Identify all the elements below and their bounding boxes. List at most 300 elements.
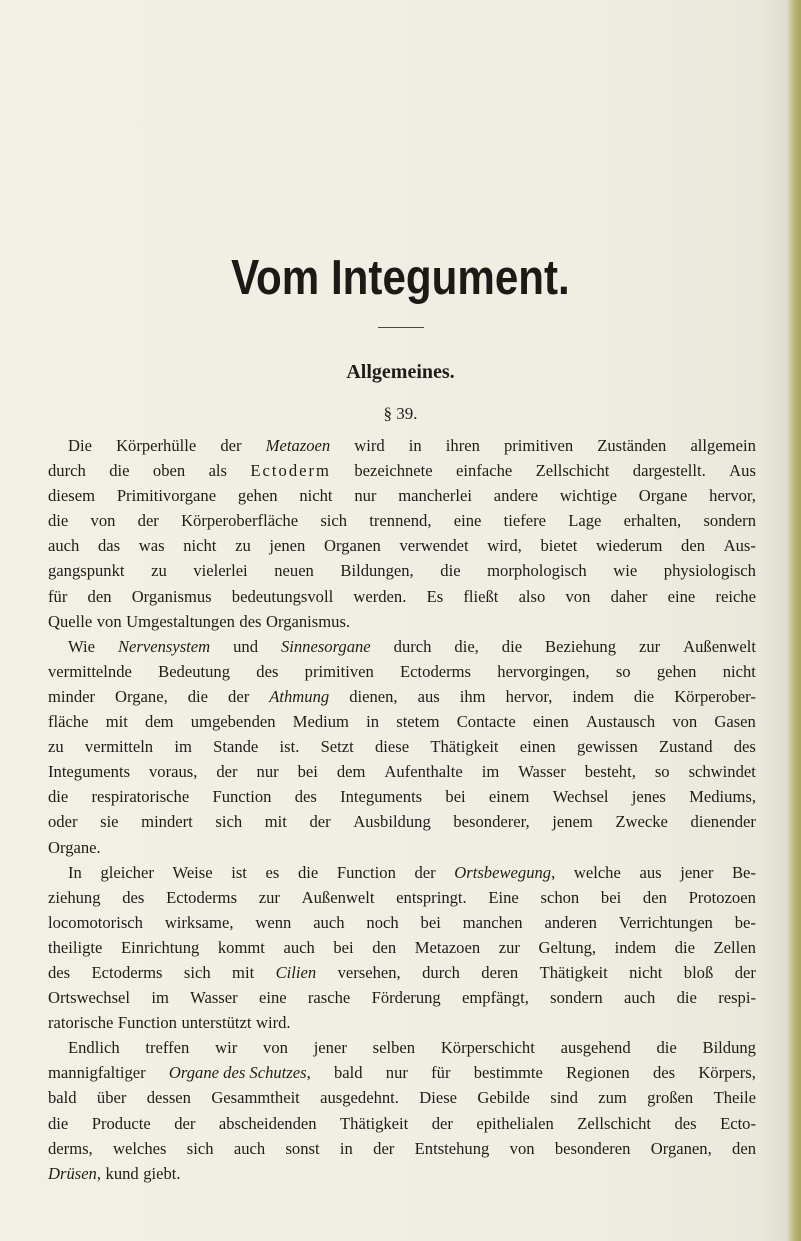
word: zu [151, 561, 167, 581]
word: reiche [715, 586, 756, 606]
word: hervorgingen, [497, 661, 590, 681]
word: vermittelnde [48, 661, 132, 681]
word: auch [283, 937, 315, 957]
word: für [431, 1063, 451, 1083]
word: ratorische [48, 1013, 114, 1033]
word: locomotorisch [48, 912, 143, 932]
word: voraus, [149, 762, 198, 782]
text-line [48, 508, 756, 533]
word: die [48, 511, 69, 531]
word: bietet [540, 536, 578, 556]
word: Organe, [115, 686, 168, 706]
word: sich [215, 812, 243, 832]
word: schwindet [688, 762, 756, 782]
text-line [48, 659, 756, 684]
word: fläche [48, 712, 89, 732]
word: umgebenden [190, 712, 276, 732]
word: nicht [722, 661, 756, 681]
section-number: § 39. [383, 404, 418, 423]
word: auch [624, 988, 656, 1008]
word: Zustand [659, 737, 713, 757]
word: Organe des Schutzes, [168, 1063, 311, 1083]
word: bestimmte [473, 1063, 543, 1083]
word: wird [354, 436, 385, 455]
word: dessen [146, 1088, 191, 1108]
word: als [208, 461, 227, 481]
word: dienen, [349, 686, 398, 706]
text-line [48, 885, 756, 910]
word: Regionen [566, 1063, 630, 1083]
word: der [220, 436, 242, 455]
word: einem [488, 787, 530, 807]
word: die [440, 561, 461, 581]
word: die [501, 636, 523, 656]
word: Bedeutung [158, 661, 231, 681]
word: von [90, 511, 116, 531]
word: mindert [141, 812, 193, 832]
word: indem [614, 937, 657, 957]
word: der [373, 1138, 395, 1158]
word: dargestellt. [632, 461, 706, 481]
page-title: Vom Integument. [231, 251, 570, 305]
word: Sinnesorgane [280, 636, 371, 656]
word: ihren [445, 436, 480, 455]
word: des [122, 887, 145, 907]
word: gleicher [100, 862, 154, 882]
word: selben [372, 1038, 416, 1058]
text-line [48, 784, 756, 809]
word: in [366, 712, 380, 732]
word: Aus- [723, 536, 756, 556]
word: bei [420, 912, 441, 932]
text-line [48, 809, 756, 834]
word: Cilien [275, 962, 317, 982]
word: Diese [419, 1088, 458, 1108]
word: physiologisch [663, 561, 756, 581]
word: sondern [703, 511, 756, 531]
word: empfängt, [462, 988, 529, 1008]
word: Aus [729, 461, 756, 481]
word: be- [734, 912, 756, 932]
word: besonderer, [453, 812, 530, 832]
word: minder [48, 686, 96, 706]
word: eine [667, 586, 696, 606]
word: welches [113, 1138, 167, 1158]
word: Entstehung [414, 1138, 490, 1158]
body-text [48, 433, 756, 1186]
word: Geltung, [538, 937, 597, 957]
word: dem [336, 762, 366, 782]
word: dem [145, 712, 174, 732]
text-line [48, 483, 756, 508]
word: von [263, 1038, 288, 1058]
word: ziehung [48, 887, 101, 907]
word: jener [680, 862, 714, 882]
word: Organismus. [266, 611, 351, 631]
word: erhalten, [623, 511, 682, 531]
word: treffen [145, 1038, 190, 1058]
word: Be- [731, 862, 756, 882]
word: die [48, 787, 69, 807]
word: des [733, 737, 756, 757]
word: Contacte [456, 712, 516, 732]
word: das [97, 536, 121, 556]
word: Zuständen [597, 436, 667, 455]
word: von [509, 1138, 535, 1158]
word: die [633, 686, 655, 706]
word: Zellschicht [535, 461, 610, 481]
word: Bildung [702, 1038, 756, 1058]
word: Förderung [371, 988, 441, 1008]
word: des [256, 661, 279, 681]
word: Nervensystem [117, 636, 211, 656]
text-line [48, 533, 756, 558]
word: respi- [718, 988, 756, 1008]
word: zur [258, 887, 280, 907]
word: unterstützt [181, 1013, 252, 1033]
word: ist [231, 862, 247, 882]
word: über [96, 1088, 127, 1108]
text-line [48, 835, 756, 860]
word: im [481, 762, 500, 782]
word: Ectoderms [400, 661, 472, 681]
word: der [309, 812, 331, 832]
word: Zellen [713, 937, 756, 957]
text-line [48, 935, 756, 960]
word: Wechsel [552, 787, 609, 807]
word: wichtige [559, 486, 617, 506]
text-line [48, 433, 756, 458]
word: nur [354, 486, 377, 506]
word: Lage [568, 511, 602, 531]
word: diesem [48, 486, 96, 506]
word: also [518, 586, 546, 606]
word: durch [422, 962, 460, 982]
word: schon [540, 887, 580, 907]
word: Aufenthalte [384, 762, 463, 782]
word: Körperoberfläche [181, 511, 299, 531]
word: Wasser [518, 762, 566, 782]
word: Beziehung [545, 636, 617, 656]
word: Thätigkeit [340, 1113, 409, 1133]
word: so [654, 762, 670, 782]
word: aus [639, 862, 662, 882]
word: Theile [713, 1088, 756, 1108]
word: zu [48, 737, 64, 757]
word: welche [573, 862, 621, 882]
word: daher [610, 586, 648, 606]
word: vielerlei [193, 561, 248, 581]
word: bedeutungsvoll [231, 586, 334, 606]
word: Zwecke [615, 812, 668, 832]
word: Metazoen [414, 937, 481, 957]
word: mannigfaltiger [48, 1063, 146, 1083]
word: besteht, [584, 762, 636, 782]
word: im [174, 737, 192, 757]
word: Thätigkeit [430, 737, 499, 757]
word: mit [105, 712, 128, 732]
word: den [642, 887, 667, 907]
word: in [339, 1138, 353, 1158]
text-line [48, 960, 756, 985]
word: Organen, [650, 1138, 712, 1158]
text-line [48, 1035, 756, 1060]
word: Die [68, 436, 92, 455]
word: respiratorische [91, 787, 190, 807]
word: andere [493, 486, 539, 506]
word: Umgestaltungen [126, 611, 235, 631]
word: Function [117, 1013, 177, 1033]
word: Organen [324, 536, 381, 556]
word: eine [453, 511, 482, 531]
word: sich [183, 962, 211, 982]
word: wie [613, 561, 638, 581]
word: die [656, 1038, 677, 1058]
word: trennend, [369, 511, 432, 531]
word: der [734, 962, 756, 982]
word: mit [264, 812, 287, 832]
word: ausgehend [560, 1038, 631, 1058]
word: wirksame, [164, 912, 234, 932]
word: sich [186, 1138, 214, 1158]
word: Es [426, 586, 444, 606]
word: tiefere [503, 511, 546, 531]
word: Körperhülle [116, 436, 197, 455]
word: rasche [307, 988, 351, 1008]
word: bei [333, 937, 354, 957]
word: morphologisch [487, 561, 587, 581]
word: Primitivorgane [116, 486, 217, 506]
word: Wasser [190, 988, 238, 1008]
word: vermitteln [84, 737, 154, 757]
word: werden. [353, 586, 407, 606]
word: den [732, 1138, 756, 1158]
word: Integuments [48, 762, 131, 782]
word: durch [393, 636, 432, 656]
word: eine [258, 988, 287, 1008]
word: einfache [456, 461, 513, 481]
word: stetem [396, 712, 440, 732]
word: Metazoen [265, 436, 331, 455]
word: Gebilde [477, 1088, 530, 1108]
word: Bildungen, [340, 561, 414, 581]
text-line [48, 458, 756, 483]
word: sondern [550, 988, 603, 1008]
word: Thätigkeit [539, 962, 608, 982]
word: bald [333, 1063, 363, 1083]
word: wird. [255, 1013, 291, 1033]
word: Ectoderm [250, 461, 331, 481]
word: Mediums, [689, 787, 756, 807]
word: gangspunkt [48, 561, 125, 581]
word: Organismus [131, 586, 212, 606]
word: die [297, 862, 319, 882]
word: Körpers, [698, 1063, 756, 1083]
word: der [216, 762, 238, 782]
word: kommt [217, 937, 265, 957]
word: aus [417, 686, 440, 706]
word: Setzt [320, 737, 354, 757]
text-line [48, 584, 756, 609]
word: jenes [631, 787, 666, 807]
text-line [48, 734, 756, 759]
word: Weise [172, 862, 213, 882]
word: entspringt. [396, 887, 467, 907]
word: gehen [656, 661, 697, 681]
word: diese [375, 737, 410, 757]
word: die, [454, 636, 479, 656]
word: die [676, 988, 697, 1008]
word: für [48, 586, 68, 606]
word: sich [320, 511, 348, 531]
word: ist. [279, 737, 300, 757]
word: bezeichnete [354, 461, 433, 481]
word: noch [366, 912, 399, 932]
word: allgemein [690, 436, 756, 455]
word: neuen [274, 561, 314, 581]
word: wenn [255, 912, 292, 932]
text-line [48, 985, 756, 1010]
word: der [137, 511, 159, 531]
word: des [294, 787, 317, 807]
word: Drüsen, [48, 1163, 102, 1183]
word: den [372, 937, 397, 957]
word: mit [232, 962, 255, 982]
word: Ortsbewegung, [454, 862, 556, 882]
word: indem [572, 686, 614, 706]
word: nur [385, 1063, 408, 1083]
word: In [68, 862, 82, 882]
word: wird, [487, 536, 522, 556]
word: nicht [629, 962, 663, 982]
word: des [674, 1113, 697, 1133]
text-line [48, 1161, 756, 1186]
word: Producte [91, 1113, 151, 1133]
word: manchen [462, 912, 523, 932]
word: nicht [299, 486, 333, 506]
word: Ecto- [720, 1113, 756, 1133]
word: Integuments [340, 787, 423, 807]
word: sie [100, 812, 119, 832]
word: zu [235, 536, 251, 556]
word: der [228, 686, 250, 706]
word: Gesammtheit [211, 1088, 300, 1108]
word: Quelle [48, 611, 93, 631]
word: was [138, 536, 165, 556]
word: Function [336, 862, 396, 882]
word: von [96, 611, 122, 631]
word: versehen, [337, 962, 401, 982]
word: Körperober- [674, 686, 756, 706]
word: durch [48, 461, 86, 481]
word: bei [600, 887, 622, 907]
text-line [48, 1010, 756, 1035]
word: Medium [292, 712, 349, 732]
word: Ortswechsel [48, 988, 131, 1008]
word: hervor, [709, 486, 756, 506]
word: Außenwelt [301, 887, 375, 907]
text-line [48, 860, 756, 885]
word: des [48, 962, 71, 982]
word: auch [313, 912, 345, 932]
word: der [431, 1113, 453, 1133]
text-line [48, 1111, 756, 1136]
text-line [48, 1060, 756, 1085]
word: den [87, 586, 112, 606]
word: Ectoderms [166, 887, 238, 907]
word: zur [498, 937, 520, 957]
word: auch [233, 1138, 266, 1158]
word: giebt. [143, 1163, 181, 1183]
word: Wie [68, 636, 95, 656]
word: ihm [459, 686, 486, 706]
word: anderen [544, 912, 597, 932]
word: Organe [638, 486, 688, 506]
text-line [48, 684, 756, 709]
word: besonderen [554, 1138, 631, 1158]
word: wiederum [596, 536, 663, 556]
word: von [565, 586, 591, 606]
word: des [652, 1063, 676, 1083]
word: Verrichtungen [618, 912, 713, 932]
word: sind [550, 1088, 578, 1108]
word: den [681, 536, 705, 556]
word: einen [519, 737, 556, 757]
word: die [48, 1113, 69, 1133]
word: Organe. [48, 837, 101, 857]
word: Ausbildung [353, 812, 431, 832]
word: Einrichtung [120, 937, 200, 957]
word: nur [256, 762, 279, 782]
word: gehen [237, 486, 278, 506]
word: einen [532, 712, 569, 732]
word: theiligte [48, 937, 103, 957]
word: Gasen [714, 712, 756, 732]
word: abscheidenden [218, 1113, 317, 1133]
word: oben [152, 461, 186, 481]
text-line [48, 609, 756, 634]
word: der [174, 1113, 196, 1133]
text-line [48, 1136, 756, 1161]
title-divider [378, 327, 424, 328]
word: großen [647, 1088, 694, 1108]
text-line [48, 759, 756, 784]
word: mancherlei [398, 486, 472, 506]
page-edge [787, 0, 801, 1241]
word: es [265, 862, 280, 882]
page-subtitle: Allgemeines. [346, 361, 455, 383]
text-line [48, 910, 756, 935]
word: verwendet [399, 536, 469, 556]
word: des [239, 611, 262, 631]
word: die [674, 937, 695, 957]
word: jenen [269, 536, 306, 556]
word: epithelialen [476, 1113, 554, 1133]
text-line [48, 709, 756, 734]
word: Austausch [586, 712, 656, 732]
word: Ectoderms [91, 962, 163, 982]
text-line [48, 1085, 756, 1110]
word: im [151, 988, 169, 1008]
word: primitiven [304, 661, 374, 681]
word: Körperschicht [440, 1038, 535, 1058]
word: Protozoen [688, 887, 756, 907]
word: bei [445, 787, 466, 807]
word: Endlich [68, 1038, 120, 1058]
word: zur [638, 636, 661, 656]
word: die [187, 686, 209, 706]
word: und [233, 636, 258, 656]
